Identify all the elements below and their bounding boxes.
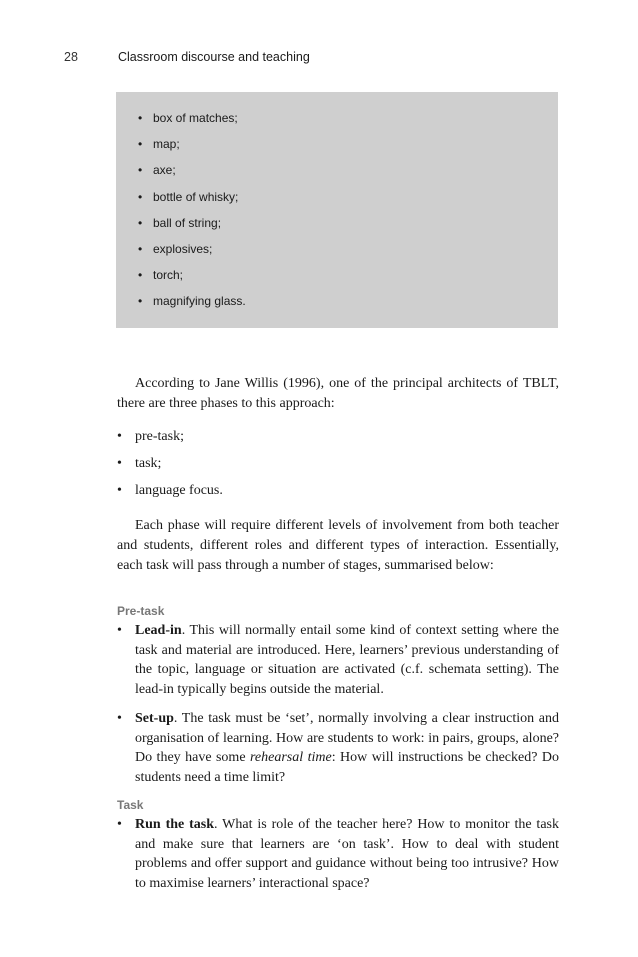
setup-description-a: . The task must be ‘set’, normally involving a clear instruction and organisation of learning. How are students to work: in pairs, groups, alone? Do they have some	[135, 710, 559, 766]
run-task-description: . What is role of the teacher here? How to monitor the task and make sure that learners are ‘on task’. How to deal with student problems and offer support and guidance without being too intrusive? How to maximise learners’ interactional space?	[135, 817, 559, 892]
item-list	[138, 110, 246, 320]
setup-italic: rehearsal time	[249, 750, 332, 766]
list-item: • axe;	[138, 162, 246, 188]
page-number: 28	[64, 50, 78, 64]
list-item-leadin	[117, 621, 559, 700]
section-heading-task: Task	[117, 798, 144, 812]
list-item: • explosives;	[138, 241, 246, 267]
list-item-run-task	[117, 815, 559, 894]
paragraph-text: Each phase will require different levels of involvement from both teacher and students, different roles and different types of interaction. Essentially, each task will pass through a number of stages, summarised below:	[117, 518, 559, 573]
paragraph-phases	[117, 516, 559, 576]
term-setup: Set-up	[135, 710, 174, 726]
paragraph-text: According to Jane Willis (1996), one of the principal architects of TBLT, there are three phases to this approach:	[117, 376, 559, 411]
pretask-list	[117, 621, 559, 788]
term-leadin: Lead-in	[135, 623, 182, 638]
page-header	[0, 50, 638, 70]
item-list-box	[116, 92, 558, 328]
leadin-description: . This will normally entail some kind of context setting where the task and material are introduced. Here, learners’ previous understanding of the topic, language or situation are activated (c.f. schemata setting). The lead-in typically begins outside the material.	[135, 623, 559, 698]
list-item-setup	[117, 709, 559, 788]
list-item: • ball of string;	[138, 215, 246, 241]
paragraph-willis	[117, 374, 559, 414]
section-heading-pretask: Pre-task	[117, 604, 165, 618]
running-title: Classroom discourse and teaching	[118, 50, 310, 64]
list-item: • torch;	[138, 267, 246, 293]
list-item: • task;	[117, 454, 223, 481]
phase-list	[117, 427, 223, 508]
list-item: • map;	[138, 136, 246, 162]
task-list	[117, 815, 559, 894]
list-item: • pre-task;	[117, 427, 223, 454]
setup-description-b: : How will instructions be checked? Do students need a time limit?	[135, 750, 559, 785]
list-item: • box of matches;	[138, 110, 246, 136]
list-item: • language focus.	[117, 481, 223, 508]
list-item: • bottle of whisky;	[138, 189, 246, 215]
term-run-task: Run the task	[135, 817, 215, 832]
list-item: • magnifying glass.	[138, 293, 246, 319]
